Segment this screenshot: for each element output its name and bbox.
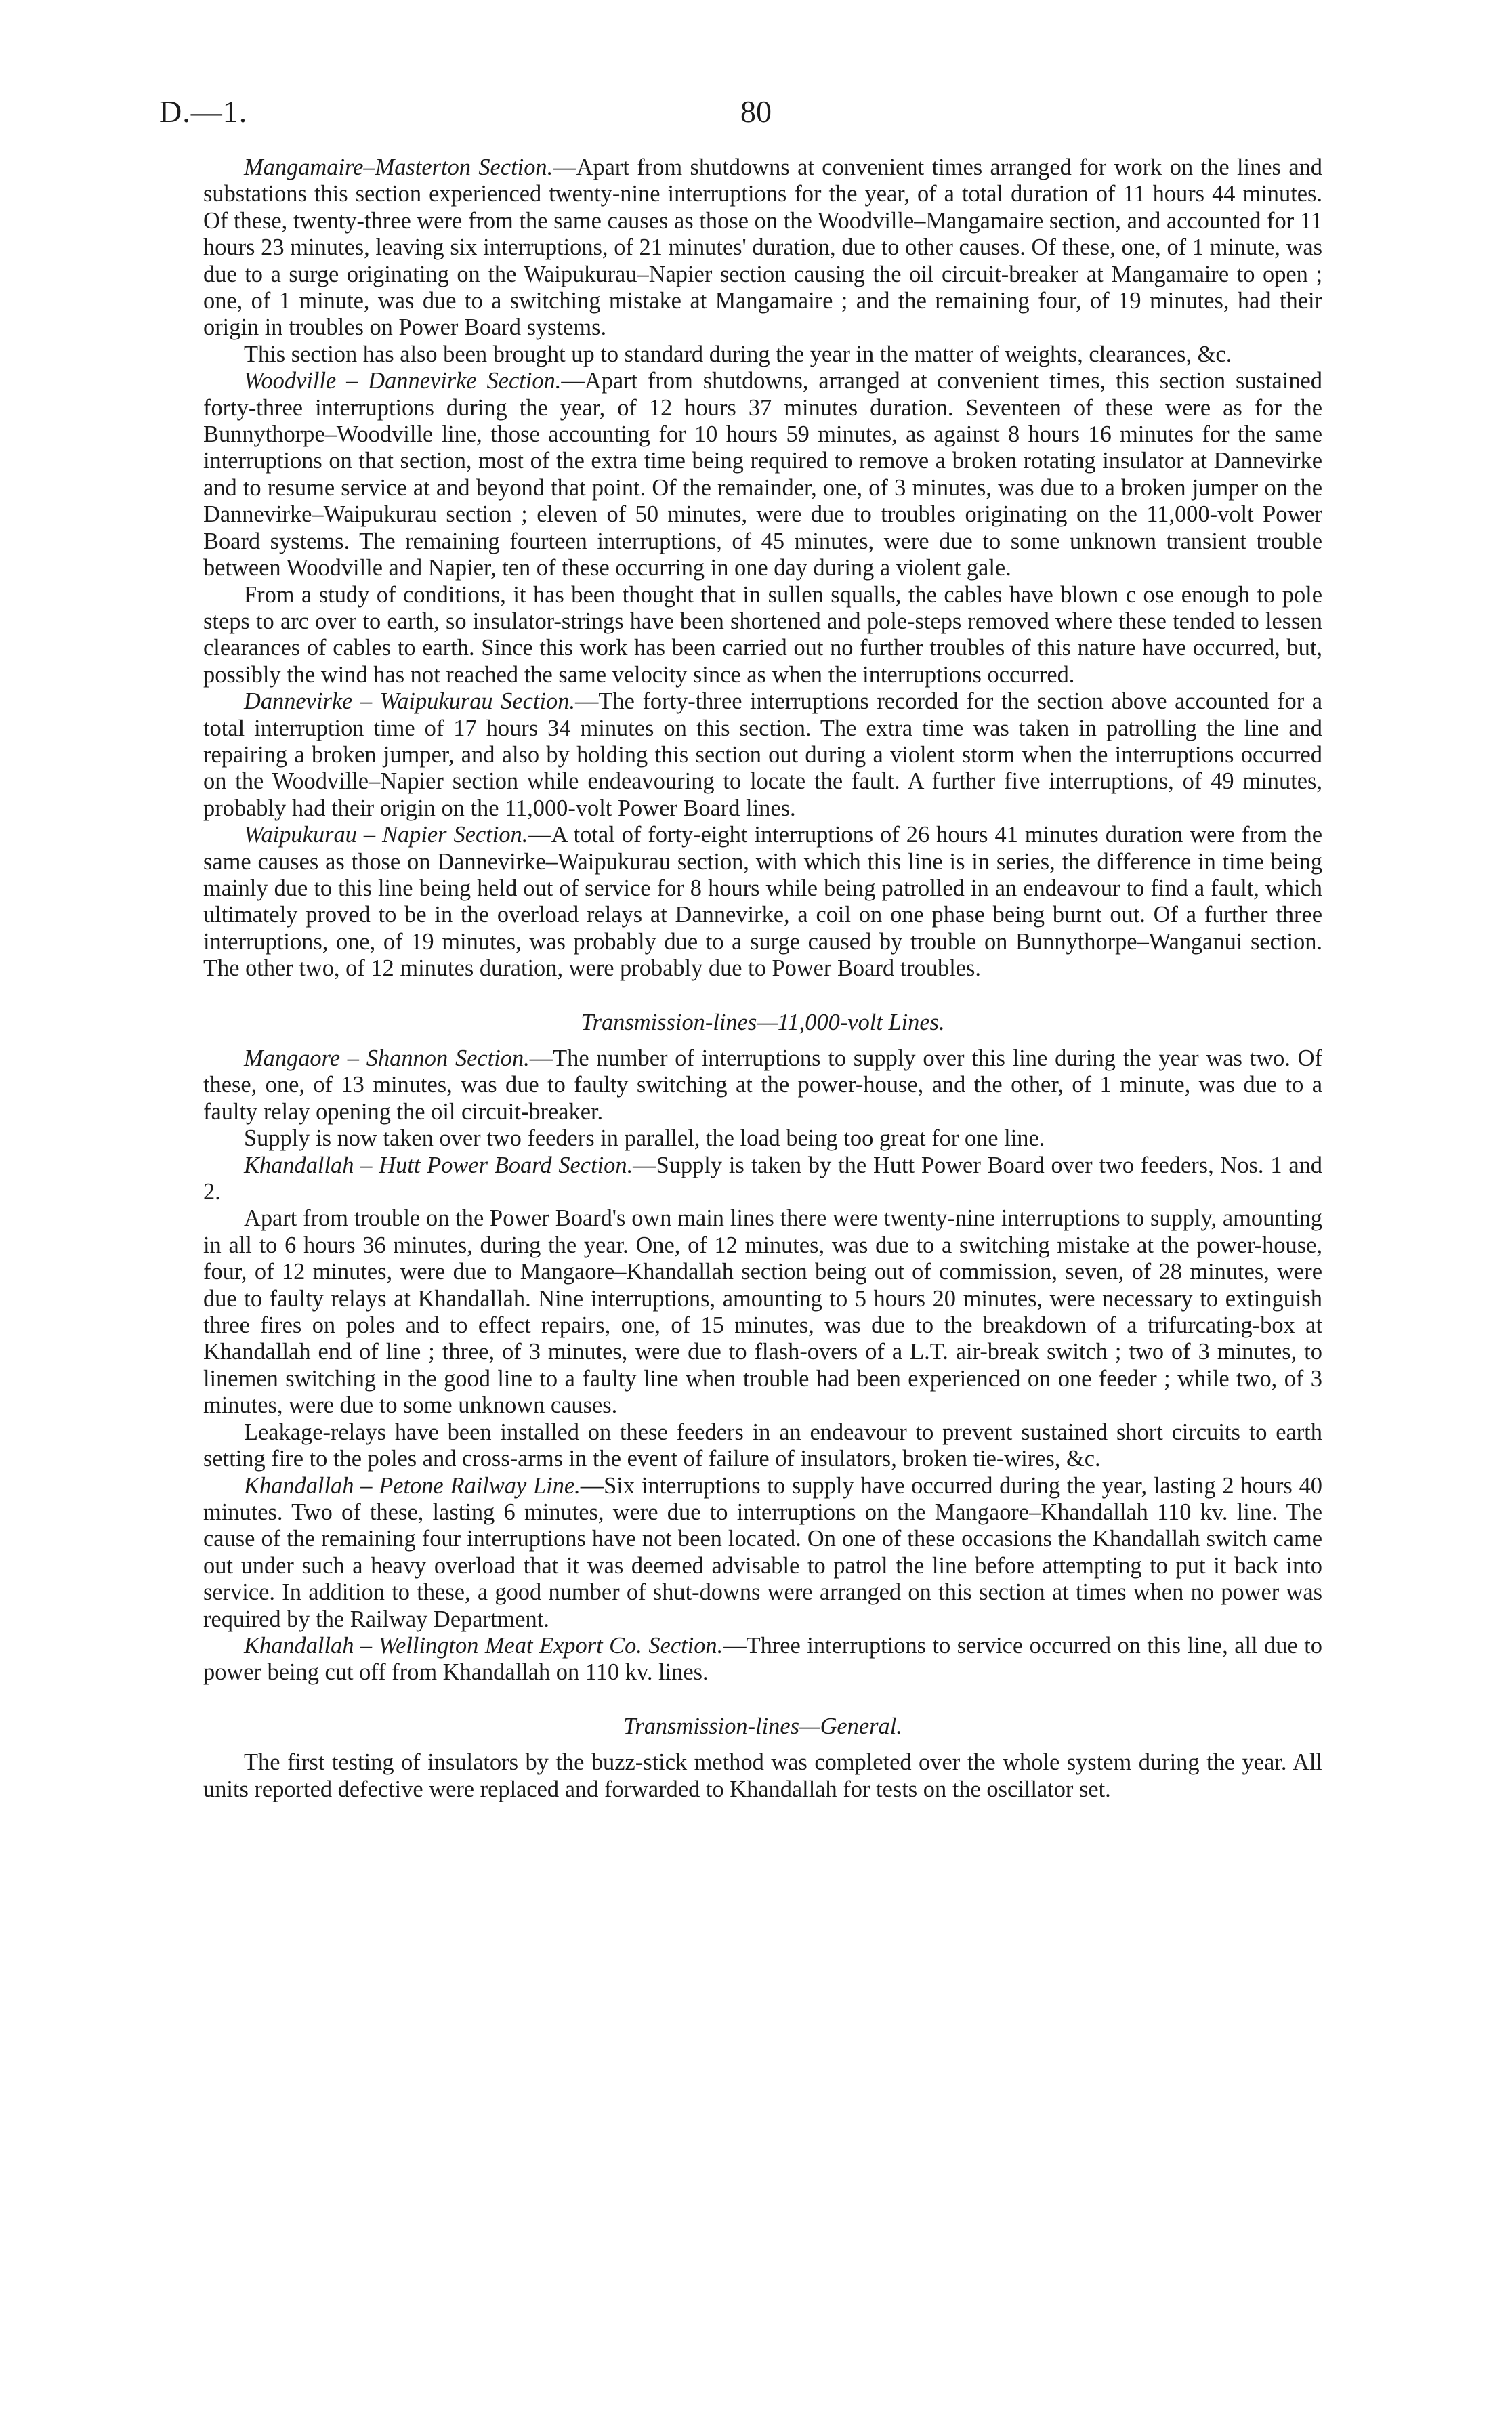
- document-body: [203, 154, 1322, 1803]
- paragraph-text: Apart from shutdowns at convenient times arranged for work on the lines and substations this section experienced twenty-nine interruptions for the year, of a total duration of 11 hours 44 minutes. Of these, twenty-three were from the same causes as those on the Woodville–Mangamaire section, and accounted for 11 hours 23 minutes, leaving six interruptions, of 21 minutes' duration, due to other causes. Of these, one, of 1 minute, was due to a surge originating on the Waipukurau–Napier section causing the oil circuit-breaker at Mangamaire to open ; one, of 1 minute, was due to a switching mistake at Mangamaire ; and the remaining four, of 19 minutes, had their origin in troubles on Power Board systems.: [203, 154, 1322, 341]
- paragraph-text: Supply is taken by the Hutt Power Board over two feeders, Nos. 1 and 2.: [203, 1152, 1322, 1205]
- paragraph-text: Apart from shutdowns, arranged at convenient times, this section sustained forty-three interruptions during the year, of 12 hours 37 minutes duration. Seventeen of these were as for the Bunnythorpe–Woodville line, those accounting for 10 hours 59 minutes, as against 8 hours 16 minutes for the same interruptions on that section, most of the extra time being required to remove a broken rotating insulator at Dannevirke and to resume service at and beyond that point. Of the remainder, one, of 3 minutes, was due to a broken jumper on the Dannevirke–Waipukurau section ; eleven of 50 minutes, were due to troubles originating on the 11,000-volt Power Board systems. The remaining fourteen interruptions, of 45 minutes, were due to some unknown transient trouble between Woodville and Napier, ten of these occurring in one day during a violent gale.: [203, 368, 1322, 581]
- section-title: Khandallah – Petone Railway Line.: [244, 1472, 581, 1499]
- heading-11000-volt-lines: Transmission-lines—11,000-volt Lines.: [581, 1009, 945, 1035]
- paragraph-khandallah-hutt: Khandallah – Hutt Power Board Section.—Supply is taken by the Hutt Power Board over two feeders, Nos. 1 and 2.: [203, 1152, 1322, 1205]
- page-number: 80: [740, 94, 772, 129]
- paragraph-feeders-parallel: [203, 1125, 1322, 1152]
- paragraph-text: From a study of conditions, it has been thought that in sullen squalls, the cables have blown c ose enough to pole steps to arc over to earth, so insulator-strings have been shortened and pole-steps removed where these tended to lessen clearances of cables to earth. Since this work has been carried out no further troubles of this nature have occurred, but, possibly the wind has not reached the same velocity since as when the interruptions occurred.: [203, 581, 1322, 688]
- paragraph-text: This section has also been brought up to standard during the year in the matter of weights, clearances, &c.: [244, 341, 1232, 367]
- paragraph-buzz-stick: [203, 1749, 1322, 1803]
- paragraph-mangaore-shannon: Mangaore – Shannon Section.—The number of interruptions to supply over this line during the year was two. Of these, one, of 13 minutes, was due to faulty switching at the power-house, and the other, of 1 minute, was due to a faulty relay opening the oil circuit-breaker.: [203, 1045, 1322, 1125]
- heading-transmission-general: Transmission-lines—General.: [623, 1713, 902, 1739]
- paragraph-khandallah-petone: Khandallah – Petone Railway Line.—Six interruptions to supply have occurred during the year, lasting 2 hours 40 minutes. Two of these, lasting 6 minutes, were due to interruptions on the Mangaore–Khandallah 110 kv. line. The cause of the remaining four interruptions have not been located. On one of these occasions the Khandallah switch came out under such a heavy overload that it was deemed advisable to patrol the line before attempting to put it back into service. In addition to these, a good number of shut-downs were arranged on this section at times when no power was required by the Railway Department.: [203, 1472, 1322, 1632]
- section-title: Waipukurau – Napier Section.: [244, 822, 528, 848]
- paragraph-text: The forty-three interruptions recorded for the section above accounted for a total interruption time of 17 hours 34 minutes on this section. The extra time was taken in patrolling the line and repairing a broken jumper, and also by holding this section out during a violent storm when the interruptions occurred on the Woodville–Napier section while endeavouring to locate the fault. A further five interruptions, of 49 minutes, probably had their origin on the 11,000-volt Power Board lines.: [203, 688, 1323, 821]
- paragraph-text: The first testing of insulators by the buzz-stick method was completed over the whole system during the year. All units reported defective were replaced and forwarded to Khandallah for tests on the oscillator set.: [203, 1749, 1322, 1802]
- document-reference: D.—1.: [159, 94, 248, 129]
- paragraph-text: The number of interruptions to supply over this line during the year was two. Of these, one, of 13 minutes, was due to faulty switching at the power-house, and the other, of 1 minute, was due to a faulty relay opening the oil circuit-breaker.: [203, 1045, 1322, 1125]
- paragraph-dannevirke-waipukurau: Dannevirke – Waipukurau Section.—The forty-three interruptions recorded for the section above accounted for a total interruption time of 17 hours 34 minutes on this section. The extra time was taken in patrolling the line and repairing a broken jumper, and also by holding this section out during a violent storm when the interruptions occurred on the Woodville–Napier section while endeavouring to locate the fault. A further five interruptions, of 49 minutes, probably had their origin on the 11,000-volt Power Board lines.: [203, 688, 1323, 821]
- paragraph-text: Supply is now taken over two feeders in parallel, the load being too great for one line.: [244, 1125, 1045, 1152]
- paragraph-power-board-interruptions: [203, 1205, 1322, 1419]
- paragraph-text: Three interruptions to service occurred on this line, all due to power being cut off from Khandallah on 110 kv. lines.: [203, 1632, 1322, 1686]
- section-title: Khandallah – Hutt Power Board Section.: [244, 1152, 633, 1178]
- paragraph-squalls: [203, 582, 1322, 689]
- paragraph-text: Apart from trouble on the Power Board's own main lines there were twenty-nine interruptions to supply, amounting in all to 6 hours 36 minutes, during the year. One, of 12 minutes, was due to a switching mistake at the power-house, four, of 12 minutes, were due to Mangaore–Khandallah section being out of commission, seven, of 28 minutes, were due to faulty relays at Khandallah. Nine interruptions, amounting to 5 hours 20 minutes, were necessary to extinguish three fires on poles and to effect repairs, one, of 15 minutes, was due to the breakdown of a trifurcating-box at Khandallah end of line ; three, of 3 minutes, were due to flash-overs of a L.T. air-break switch ; two of 3 minutes, to linemen switching in the good line to a faulty line when trouble had been experienced on one feeder ; while two, of 3 minutes, were due to some unknown causes.: [203, 1205, 1322, 1419]
- section-title: Woodville – Dannevirke Section.: [244, 368, 562, 394]
- paragraph-text: A total of forty-eight interruptions of 26 hours 41 minutes duration were from the same causes as those on Dannevirke–Waipukurau section, with which this line is in series, the difference in time being mainly due to this line being held out of service for 8 hours while being patrolled in an endeavour to find a fault, which ultimately proved to be in the overload relays at Dannevirke, a coil on one phase being burnt out. Of a further three interruptions, one, of 19 minutes, was probably due to a surge caused by trouble on Bunnythorpe–Wanganui section. The other two, of 12 minutes duration, were probably due to Power Board troubles.: [203, 822, 1322, 982]
- paragraph-waipukurau-napier: Waipukurau – Napier Section.—A total of forty-eight interruptions of 26 hours 41 minutes duration were from the same causes as those on Dannevirke–Waipukurau section, with which this line is in series, the difference in time being mainly due to this line being held out of service for 8 hours while being patrolled in an endeavour to find a fault, which ultimately proved to be in the overload relays at Dannevirke, a coil on one phase being burnt out. Of a further three interruptions, one, of 19 minutes, was probably due to a surge caused by trouble on Bunnythorpe–Wanganui section. The other two, of 12 minutes duration, were probably due to Power Board troubles.: [203, 822, 1322, 982]
- paragraph-khandallah-wellington: Khandallah – Wellington Meat Export Co. Section.—Three interruptions to service occurred on this line, all due to power being cut off from Khandallah on 110 kv. lines.: [203, 1632, 1322, 1686]
- page-header: [159, 93, 1353, 141]
- paragraph-mangamaire-masterton: Mangamaire–Masterton Section.—Apart from shutdowns at convenient times arranged for work on the lines and substations this section experienced twenty-nine interruptions for the year, of a total duration of 11 hours 44 minutes. Of these, twenty-three were from the same causes as those on the Woodville–Mangamaire section, and accounted for 11 hours 23 minutes, leaving six interruptions, of 21 minutes' duration, due to other causes. Of these, one, of 1 minute, was due to a surge originating on the Waipukurau–Napier section causing the oil circuit-breaker at Mangamaire to open ; one, of 1 minute, was due to a switching mistake at Mangamaire ; and the remaining four, of 19 minutes, had their origin in troubles on Power Board systems.: [203, 154, 1322, 341]
- section-title: Mangaore – Shannon Section.: [244, 1045, 530, 1071]
- paragraph-standard-clearances: [203, 341, 1322, 368]
- paragraph-text: Six interruptions to supply have occurred during the year, lasting 2 hours 40 minutes. Two of these, lasting 6 minutes, were due to interruptions on the Mangaore–Khandallah 110 kv. line. The cause of the remaining four interruptions have not been located. On one of these occasions the Khandallah switch came out under such a heavy overload that it was deemed advisable to patrol the line before attempting to put it back into service. In addition to these, a good number of shut-downs were arranged on this section at times when no power was required by the Railway Department.: [203, 1472, 1322, 1632]
- paragraph-leakage-relays: [203, 1419, 1322, 1473]
- paragraph-text: Leakage-relays have been installed on these feeders in an endeavour to prevent sustained short circuits to earth setting fire to the poles and cross-arms in the event of failure of insulators, broken tie-wires, &c.: [203, 1419, 1322, 1472]
- section-title: Mangamaire–Masterton Section.: [244, 154, 553, 180]
- paragraph-woodville-dannevirke: Woodville – Dannevirke Section.—Apart from shutdowns, arranged at convenient times, this section sustained forty-three interruptions during the year, of 12 hours 37 minutes duration. Seventeen of these were as for the Bunnythorpe–Woodville line, those accounting for 10 hours 59 minutes, as against 8 hours 16 minutes for the same interruptions on that section, most of the extra time being required to remove a broken rotating insulator at Dannevirke and to resume service at and beyond that point. Of the remainder, one, of 3 minutes, was due to a broken jumper on the Dannevirke–Waipukurau section ; eleven of 50 minutes, were due to troubles originating on the 11,000-volt Power Board systems. The remaining fourteen interruptions, of 45 minutes, were due to some unknown transient trouble between Woodville and Napier, ten of these occurring in one day during a violent gale.: [203, 368, 1322, 581]
- section-title: Dannevirke – Waipukurau Section.: [244, 688, 576, 715]
- section-title: Khandallah – Wellington Meat Export Co. Section.: [244, 1632, 723, 1659]
